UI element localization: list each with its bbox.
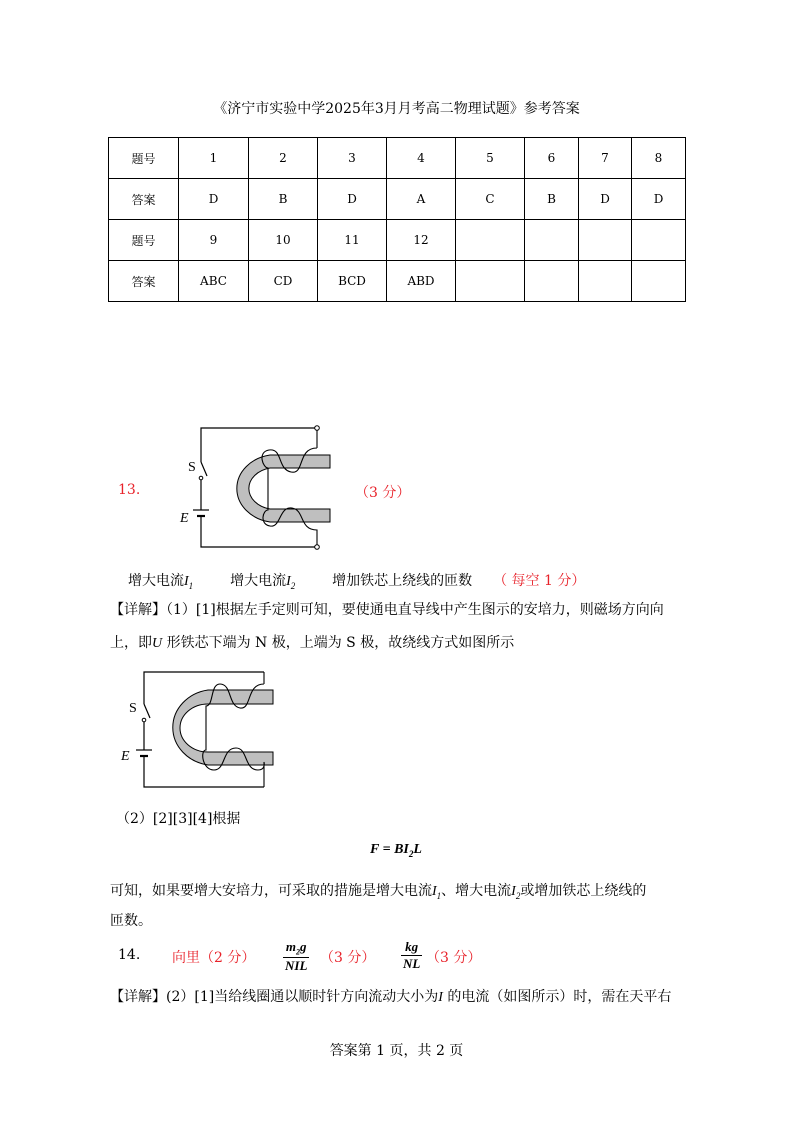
table-cell — [579, 261, 632, 302]
switch-label-2: S — [129, 701, 137, 716]
q13-answer-score: （ 每空 1 分） — [493, 573, 586, 589]
table-cell: ABC — [179, 261, 249, 302]
table-cell — [456, 261, 525, 302]
table-row — [109, 220, 686, 261]
table-cell: 11 — [318, 220, 387, 261]
table-cell: D — [579, 179, 632, 220]
table-cell: 1 — [179, 138, 249, 179]
table-cell — [632, 220, 686, 261]
circuit-diagram-2 — [118, 662, 278, 797]
page-title: 《济宁市实验中学2025年3月月考高二物理试题》参考答案 — [213, 101, 580, 117]
q13-answers: 增大电流$I_1$ 增大电流$I_2$ 增加铁芯上绕线的匝数 （ 每空 1 分） — [128, 573, 586, 591]
q13-detail-line3: （2）[2][3][4]根据 — [116, 811, 241, 827]
table-cell: 12 — [387, 220, 456, 261]
q13-answer-3: 增加铁芯上绕线的匝数 — [332, 573, 473, 589]
q14-fraction-1: $\frac{m_2g}{\text{NIL}}$ — [285, 939, 308, 973]
row-header-cell: 题号 — [109, 138, 179, 179]
q13-number: 13. — [118, 482, 141, 498]
table-cell: 7 — [579, 138, 632, 179]
q14-detail-line1: 【详解】(2）[1]当给线圈通以顺时针方向流动大小为I 的电流（如图所示）时，需在天平右 — [110, 989, 672, 1005]
table-cell: C — [456, 179, 525, 220]
table-row — [109, 179, 686, 220]
q14-number: 14. — [118, 947, 141, 963]
q14-score-3: （3 分） — [426, 950, 482, 966]
q14-fraction-2: $\frac{kg}{NL}$ — [403, 939, 421, 971]
table-cell — [579, 220, 632, 261]
table-cell: 5 — [456, 138, 525, 179]
q13-score: （3 分） — [355, 485, 411, 501]
battery-label: E — [180, 511, 189, 526]
switch-label: S — [188, 460, 196, 475]
q13-answer-2: 增大电流 — [230, 573, 287, 589]
row-header-cell: 答案 — [109, 179, 179, 220]
table-cell: D — [632, 179, 686, 220]
answer-table — [108, 137, 686, 302]
formula-ampere-force: $F = BI_2L$ — [370, 842, 422, 859]
q13-detail-line2: 上，即U 形铁芯下端为 N 极，上端为 S 极，故绕线方式如图所示 — [110, 635, 515, 651]
table-cell: 8 — [632, 138, 686, 179]
table-cell — [525, 261, 579, 302]
table-cell: 9 — [179, 220, 249, 261]
table-cell: ABD — [387, 261, 456, 302]
table-row — [109, 138, 686, 179]
q13-detail-line1: 【详解】（1）[1]根据左手定则可知，要使通电直导线中产生图示的安培力，则磁场方向向 — [110, 602, 664, 618]
row-header-cell: 答案 — [109, 261, 179, 302]
table-row — [109, 261, 686, 302]
table-cell — [525, 220, 579, 261]
q13-answer-1: 增大电流 — [128, 573, 184, 589]
table-cell: 10 — [249, 220, 318, 261]
q14-answer-1: 向里（2 分） — [172, 950, 256, 966]
page-footer: 答案第 1 页，共 2 页 — [329, 1043, 464, 1059]
table-cell — [632, 261, 686, 302]
table-cell: B — [525, 179, 579, 220]
table-cell: 3 — [318, 138, 387, 179]
table-cell: 2 — [249, 138, 318, 179]
table-cell: 6 — [525, 138, 579, 179]
q13-detail-line4: 可知，如果要增大安培力，可采取的措施是增大电流$I_1$、增大电流$I_2$或增加铁芯上绕线的 — [110, 883, 647, 901]
table-cell: 4 — [387, 138, 456, 179]
table-cell: D — [318, 179, 387, 220]
q14-score-2: （3 分） — [320, 950, 376, 966]
table-cell: D — [179, 179, 249, 220]
q13-detail-line5: 匝数。 — [110, 913, 152, 929]
table-cell: B — [249, 179, 318, 220]
table-cell: BCD — [318, 261, 387, 302]
battery-label-2: E — [121, 749, 130, 764]
table-cell: CD — [249, 261, 318, 302]
table-cell — [456, 220, 525, 261]
table-cell: A — [387, 179, 456, 220]
row-header-cell: 题号 — [109, 220, 179, 261]
circuit-diagram-1 — [175, 420, 335, 555]
